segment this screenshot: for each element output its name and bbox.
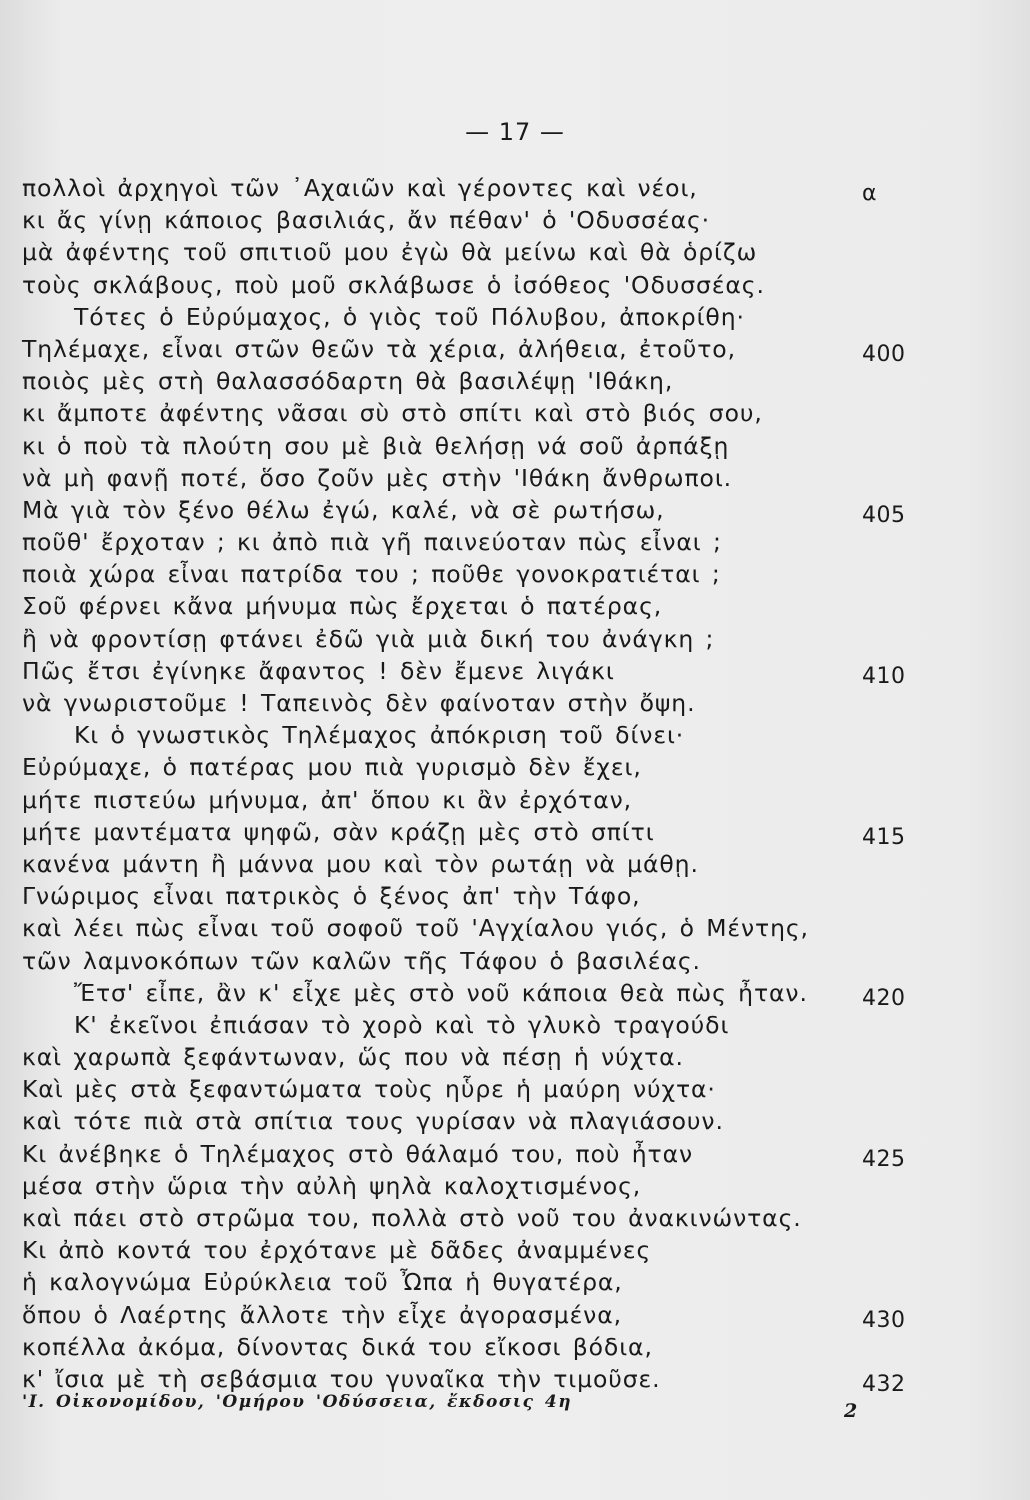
verse-line xyxy=(22,301,922,333)
verse-text: Κι ἀνέβηκε ὁ Τηλέμαχος στὸ θάλαμό του, ποὺ ἦταν xyxy=(22,1139,694,1168)
verse-line xyxy=(22,462,922,494)
verse-line xyxy=(22,751,922,783)
footer-citation: 'Ι. Οἰκονομίδου, 'Ομήρου 'Οδύσσεια, ἔκδοσις 4η xyxy=(22,1392,573,1412)
line-number: 400 xyxy=(862,341,906,367)
verse-text: Κι ἀπὸ κοντά του ἐρχότανε μὲ δᾶδες ἀναμμένες xyxy=(22,1236,652,1265)
verse-text: κι ἄς γίνῃ κάποιος βασιλιάς, ἄν πέθαν' ὁ 'Οδυσσέας· xyxy=(22,206,711,235)
verse-text: Καὶ μὲς στὰ ξεφαντώματα τοὺς ηὗρε ἡ μαύρη νύχτα· xyxy=(22,1075,716,1104)
verse-line xyxy=(22,719,922,751)
verse-line xyxy=(22,1073,922,1105)
verse-line xyxy=(22,365,922,397)
verse-text: τοὺς σκλάβους, ποὺ μοῦ σκλάβωσε ὁ ἰσόθεος 'Οδυσσέας. xyxy=(22,270,765,299)
verse-line xyxy=(22,977,922,1009)
verse-text: ὅπου ὁ Λαέρτης ἄλλοτε τὴν εἶχε ἀγορασμένα, xyxy=(22,1300,622,1329)
line-number: 430 xyxy=(862,1307,906,1333)
verse-line xyxy=(22,1041,922,1073)
verse-text: καὶ τότε πιὰ στὰ σπίτια τους γυρίσαν νὰ πλαγιάσουν. xyxy=(22,1107,724,1136)
verse-line xyxy=(22,1266,922,1298)
verse-line xyxy=(22,1009,922,1041)
sheet-signature-mark: 2 xyxy=(844,1400,858,1422)
verse-line xyxy=(22,816,922,848)
verse-line xyxy=(22,494,922,526)
verse-line xyxy=(22,1363,922,1395)
line-number: 420 xyxy=(862,985,906,1011)
verse-text: κανένα μάντη ἢ μάννα μου καὶ τὸν ρωτάῃ νὰ μάθῃ. xyxy=(22,849,699,878)
verse-line xyxy=(22,687,922,719)
verse-text: καὶ λέει πὼς εἶναι τοῦ σοφοῦ τοῦ 'Αγχίαλου γιός, ὁ Μέντης, xyxy=(22,914,809,943)
verse-line xyxy=(22,526,922,558)
verse-text: Μὰ γιὰ τὸν ξένο θέλω ἐγώ, καλέ, νὰ σὲ ρωτήσω, xyxy=(22,495,665,524)
verse-line xyxy=(22,784,922,816)
verse-text: μέσα στὴν ὥρια τὴν αὐλὴ ψηλὰ καλοχτισμένος, xyxy=(22,1171,642,1200)
verse-block xyxy=(22,172,922,1395)
verse-line xyxy=(22,269,922,301)
verse-text: μήτε μαντέματα ψηφῶ, σὰν κράζῃ μὲς στὸ σπίτι xyxy=(22,817,655,846)
page-number: — 17 — xyxy=(465,118,565,146)
verse-text: Σοῦ φέρνει κἄνα μήνυμα πὼς ἔρχεται ὁ πατέρας, xyxy=(22,592,663,621)
verse-line xyxy=(22,397,922,429)
verse-text: Γνώριμος εἶναι πατρικὸς ὁ ξένος ἀπ' τὴν Τάφο, xyxy=(22,882,641,911)
verse-line xyxy=(22,333,922,365)
verse-text: ἡ καλογνώμα Εὐρύκλεια τοῦ Ὦπα ἡ θυγατέρα, xyxy=(22,1268,623,1297)
verse-text: ποιὰ χώρα εἶναι πατρίδα του ; ποῦθε γονοκρατιέται ; xyxy=(22,560,721,589)
verse-text: μήτε πιστεύω μήνυμα, ἀπ' ὅπου κι ἂν ἐρχόταν, xyxy=(22,785,633,814)
verse-line xyxy=(22,236,922,268)
verse-text: κ' ἴσια μὲ τὴ σεβάσμια του γυναῖκα τὴν τιμοῦσε. xyxy=(22,1364,661,1393)
verse-line xyxy=(22,1202,922,1234)
line-number: α xyxy=(862,181,878,206)
verse-text: Τηλέμαχε, εἶναι στῶν θεῶν τὰ χέρια, ἀλήθεια, ἐτοῦτο, xyxy=(22,334,736,363)
verse-line xyxy=(22,1234,922,1266)
verse-text: ἢ νὰ φροντίσῃ φτάνει ἐδῶ γιὰ μιὰ δική του ἀνάγκη ; xyxy=(22,624,715,653)
verse-line xyxy=(22,1170,922,1202)
line-number: 410 xyxy=(862,663,906,689)
verse-line xyxy=(22,204,922,236)
verse-line xyxy=(22,912,922,944)
verse-text: κι ἄμποτε ἀφέντης νᾶσαι σὺ στὸ σπίτι καὶ στὸ βιός σου, xyxy=(22,399,763,428)
verse-text: Τότες ὁ Εὐρύμαχος, ὁ γιὸς τοῦ Πόλυβου, ἀποκρίθη· xyxy=(74,302,745,331)
verse-text: ποῦθ' ἔρχοταν ; κι ἀπὸ πιὰ γῆ παινεύοταν πὼς εἶναι ; xyxy=(22,528,722,557)
verse-text: μὰ ἀφέντης τοῦ σπιτιοῦ μου ἐγὼ θὰ μείνω καὶ θὰ ὁρίζω xyxy=(22,238,758,267)
verse-line xyxy=(22,558,922,590)
verse-text: νὰ μὴ φανῇ ποτέ, ὅσο ζοῦν μὲς στὴν 'Ιθάκη ἄνθρωποι. xyxy=(22,463,733,492)
verse-text: κι ὁ ποὺ τὰ πλούτη σου μὲ βιὰ θελήσῃ νά σοῦ ἀρπάξῃ xyxy=(22,431,730,460)
verse-line xyxy=(22,623,922,655)
line-number: 415 xyxy=(862,824,906,850)
line-number: 432 xyxy=(862,1371,906,1397)
verse-text: Πῶς ἔτσι ἐγίνηκε ἄφαντος ! δὲν ἔμενε λιγάκι xyxy=(22,656,615,685)
verse-text: νὰ γνωριστοῦμε ! Ταπεινὸς δὲν φαίνοταν στὴν ὄψη. xyxy=(22,689,696,717)
verse-text: Ἔτσ' εἶπε, ἂν κ' εἶχε μὲς στὸ νοῦ κάποια θεὰ πὼς ἦταν. xyxy=(74,978,808,1007)
verse-text: κοπέλλα ἀκόμα, δίνοντας δικά του εἴκοσι βόδια, xyxy=(22,1332,653,1361)
verse-text: Κ' ἐκεῖνοι ἐπιάσαν τὸ χορὸ καὶ τὸ γλυκὸ τραγούδι xyxy=(74,1010,730,1039)
verse-text: καὶ πάει στὸ στρῶμα του, πολλὰ στὸ νοῦ του ἀνακινώντας. xyxy=(22,1204,802,1232)
verse-text: τῶν λαμνοκόπων τῶν καλῶν τῆς Τάφου ὁ βασιλέας. xyxy=(22,946,701,975)
verse-text: καὶ χαρωπὰ ξεφάντωναν, ὥς που νὰ πέσῃ ἡ νύχτα. xyxy=(22,1043,684,1072)
verse-line xyxy=(22,880,922,912)
verse-line xyxy=(22,945,922,977)
verse-line xyxy=(22,1138,922,1170)
verse-line xyxy=(22,590,922,622)
verse-line xyxy=(22,1331,922,1363)
verse-text: Εὐρύμαχε, ὁ πατέρας μου πιὰ γυρισμὸ δὲν ἔχει, xyxy=(22,753,642,782)
verse-line xyxy=(22,172,922,204)
verse-line xyxy=(22,655,922,687)
verse-text: πολλοὶ ἀρχηγοὶ τῶν ᾿Αχαιῶν καὶ γέροντες καὶ νέοι, xyxy=(22,174,698,202)
verse-line xyxy=(22,1105,922,1137)
verse-line xyxy=(22,848,922,880)
verse-text: ποιὸς μὲς στὴ θαλασσόδαρτη θὰ βασιλέψῃ 'Ιθάκη, xyxy=(22,367,674,396)
verse-line xyxy=(22,1299,922,1331)
line-number: 405 xyxy=(862,502,906,528)
line-number: 425 xyxy=(862,1146,906,1172)
verse-line xyxy=(22,430,922,462)
verse-text: Κι ὁ γνωστικὸς Τηλέμαχος ἀπόκριση τοῦ δίνει· xyxy=(74,721,685,750)
